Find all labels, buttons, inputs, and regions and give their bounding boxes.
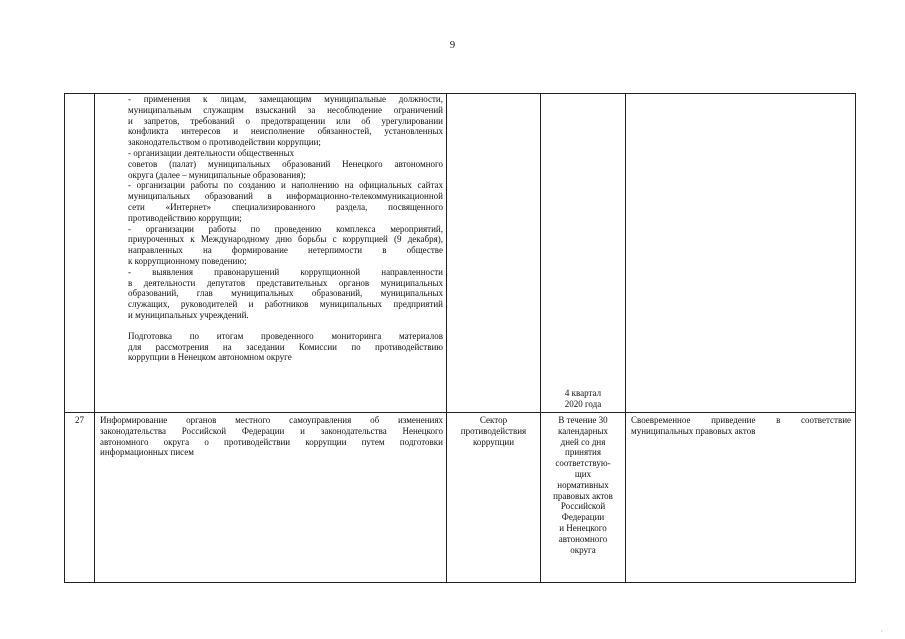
text-line: законодательства Российской Федерации и законодательства Ненецкого <box>100 425 443 436</box>
scan-mark: · <box>880 627 883 636</box>
text-line: приуроченных к Международному дню борьбы с коррупцией (9 декабря), <box>128 234 443 245</box>
text-line: дней со дня <box>560 436 606 447</box>
text-line: 4 квартал <box>564 388 602 399</box>
table-row-continued <box>65 94 856 413</box>
row-number-cell <box>65 94 95 413</box>
text-line: щих <box>574 468 592 479</box>
text-line: коррупции в Ненецком автономном округе <box>128 352 292 363</box>
text-line: и муниципальных учреждений. <box>128 309 249 320</box>
text-line: округа (далее – муниципальные образования); <box>128 169 306 180</box>
text-line: В течение 30 <box>558 415 608 425</box>
text-line: Информирование органов местного самоуправления об изменениях <box>100 415 443 425</box>
text-line: сети «Интернет» специализированного раздела, посвященного <box>128 201 443 212</box>
measure-description-cell <box>95 94 447 413</box>
text-line: Российской <box>560 501 606 512</box>
text-line: - применения к лицам, замещающим муниципальные должности, <box>128 94 443 104</box>
measure-description-cell <box>95 413 447 583</box>
period-text <box>541 388 625 410</box>
text-line: муниципальных правовых актов <box>631 425 756 436</box>
result-text <box>631 415 851 437</box>
responsible-cell <box>447 413 541 583</box>
text-line: - организации работы по проведению комплекса мероприятий, <box>128 223 443 234</box>
measures-table <box>64 93 856 583</box>
text-line: календарных <box>557 425 609 436</box>
period-text <box>541 415 625 555</box>
text-line: соответствую- <box>555 458 611 469</box>
text-line: Своевременное приведение в соответствие <box>631 415 851 425</box>
text-line: - организации работы по созданию и наполнению на официальных сайтах <box>128 180 443 191</box>
text-line: Подготовка по итогам проведенного мониторинга материалов <box>128 330 443 341</box>
result-cell <box>626 94 856 413</box>
row-number-cell: 27 <box>65 413 95 583</box>
text-line: направленных на формирование нетерпимости в обществе <box>128 245 443 256</box>
text-line: служащих, руководителей и работников муниципальных предприятий <box>128 299 443 310</box>
responsible-cell <box>447 94 541 413</box>
measure-description <box>128 94 443 321</box>
text-line: Федерации <box>561 512 605 523</box>
text-line: правовых актов <box>553 490 613 501</box>
page-number: 9 <box>449 40 456 51</box>
text-line: в деятельности депутатов представительных органов муниципальных <box>128 277 443 288</box>
text-line: противодействию коррупции; <box>128 212 242 223</box>
text-line: законодательством о противодействии коррупции; <box>128 137 321 148</box>
measure-report-text <box>128 331 443 363</box>
table-row-27 <box>65 413 856 583</box>
result-cell <box>626 413 856 583</box>
text-line: и Ненецкого <box>559 522 607 533</box>
text-line: образований, глав муниципальных образований, муниципальных <box>128 288 443 299</box>
text-line: коррупции <box>472 436 515 447</box>
text-line: муниципальным служащим взысканий за несоблюдение ограничений <box>128 104 443 115</box>
text-line: для рассмотрения на заседании Комиссии по противодействию <box>128 341 443 352</box>
period-cell <box>541 94 626 413</box>
text-line: автономного <box>558 533 608 544</box>
text-line: муниципальных образований в информационно-телекоммуникационной <box>128 191 443 202</box>
responsible-text <box>447 415 540 447</box>
text-line: 2020 года <box>564 399 602 410</box>
period-cell <box>541 413 626 583</box>
text-line: автономного округа о противодействии коррупции путем подготовки <box>100 436 443 447</box>
text-line: - организации деятельности общественных <box>128 147 295 158</box>
text-line: к коррупционному поведению; <box>128 255 247 266</box>
text-line: противодействия <box>460 425 527 436</box>
text-line: - выявления правонарушений коррупционной направленности <box>128 266 443 277</box>
measure-description <box>100 415 443 458</box>
text-line: округа <box>570 544 596 555</box>
text-line: нормативных <box>557 479 609 490</box>
text-line: и запретов, требований о предотвращении или об урегулировании <box>128 115 443 126</box>
text-line: конфликта интересов и неисполнение обязанностей, установленных <box>128 126 443 137</box>
text-line: Сектор <box>479 415 508 425</box>
text-line: информационных писем <box>100 447 194 458</box>
text-line: принятия <box>565 447 601 458</box>
text-line: советов (палат) муниципальных образований Ненецкого автономного <box>128 158 443 169</box>
